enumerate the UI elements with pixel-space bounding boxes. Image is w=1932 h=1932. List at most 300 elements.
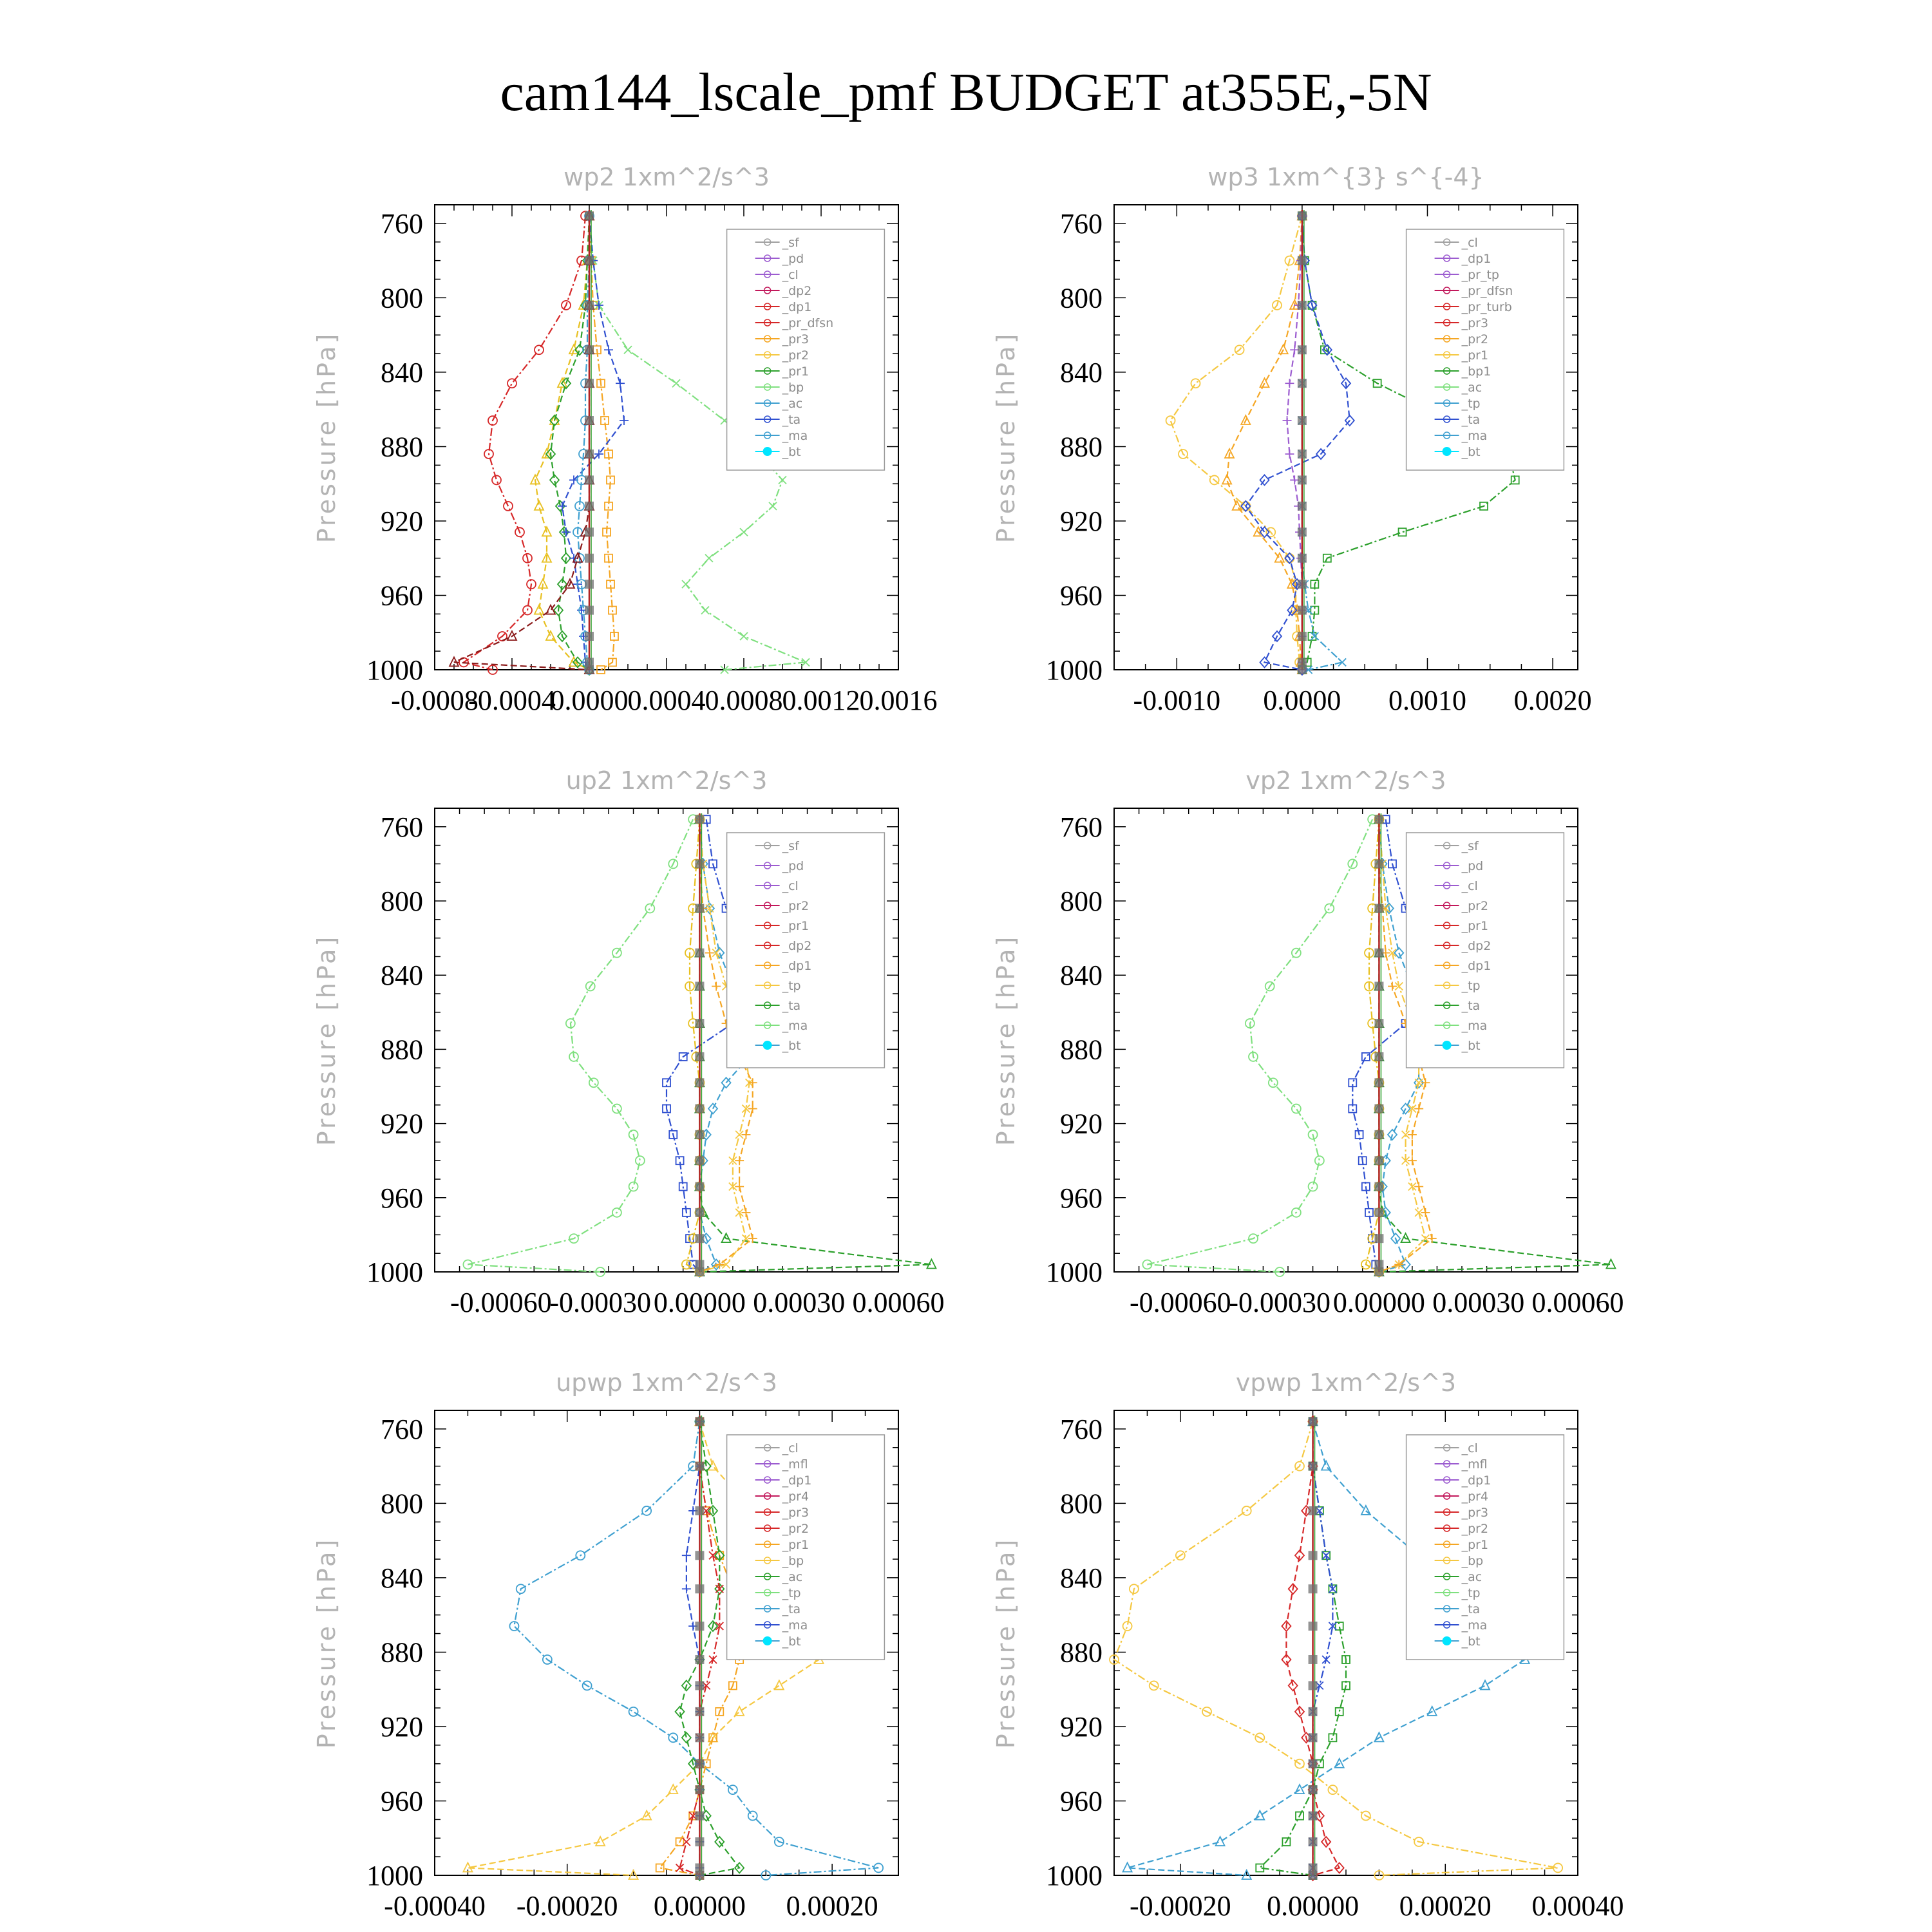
legend-label: _cl	[782, 1441, 799, 1455]
bt-marker	[695, 1871, 704, 1880]
legend-label: _cl	[782, 268, 799, 282]
chart-panel-6	[992, 1368, 1624, 1922]
bt-marker	[585, 256, 594, 265]
bt-marker	[695, 949, 704, 958]
bt-marker	[1374, 1156, 1383, 1165]
bt-marker	[1374, 1267, 1383, 1276]
bt-marker	[1298, 345, 1307, 354]
y-tick-label: 880	[1060, 431, 1103, 463]
x-tick-label: 0.0000	[550, 685, 629, 716]
bt-marker	[1298, 256, 1307, 265]
legend-label: _dp2	[782, 284, 812, 298]
data-point	[682, 1584, 691, 1593]
y-axis-label: Pressure [hPa]	[312, 331, 341, 544]
y-axis-label: Pressure [hPa]	[992, 934, 1020, 1146]
bt-marker	[1309, 1812, 1318, 1821]
data-point	[705, 554, 713, 562]
series-line	[687, 819, 700, 1272]
data-point	[1481, 1680, 1490, 1689]
legend-marker	[1443, 1041, 1452, 1050]
bt-marker	[695, 1156, 704, 1165]
x-tick-label: -0.00030	[549, 1287, 651, 1318]
bt-marker	[695, 1681, 704, 1690]
x-tick-label: 0.00000	[1332, 1287, 1425, 1318]
x-tick-label: -0.00060	[1130, 1287, 1231, 1318]
data-point	[507, 379, 516, 388]
bt-marker	[1374, 859, 1383, 868]
panel-title: up2 1xm^2/s^3	[565, 766, 768, 795]
data-point	[682, 1551, 691, 1560]
y-tick-label: 960	[1060, 1182, 1103, 1214]
legend-label: _ta	[1461, 999, 1481, 1013]
y-tick-label: 1000	[1046, 1860, 1103, 1891]
y-tick-label: 920	[381, 1710, 423, 1743]
bt-marker	[695, 1019, 704, 1028]
legend-label: _bt	[1461, 1634, 1481, 1649]
legend-label: _pd	[782, 252, 804, 266]
y-tick-label: 1000	[366, 1860, 423, 1891]
bt-marker	[695, 1267, 704, 1276]
bt-marker	[695, 859, 704, 868]
series-line	[578, 216, 589, 670]
y-tick-label: 1000	[366, 1256, 423, 1288]
bt-marker	[695, 1837, 704, 1846]
data-point	[1279, 345, 1288, 354]
legend-label: _dp1	[782, 1473, 812, 1488]
figure-title: cam144_lscale_pmf BUDGET at355E,-5N	[500, 62, 1432, 122]
x-tick-label: -0.0010	[1133, 685, 1221, 716]
y-axis-label: Pressure [hPa]	[992, 1537, 1020, 1749]
legend-marker	[1443, 447, 1452, 456]
bt-marker	[585, 416, 594, 425]
legend-label: _ac	[782, 397, 803, 411]
panel-title: vpwp 1xm^2/s^3	[1235, 1368, 1457, 1397]
x-tick-label: 0.00030	[1432, 1287, 1525, 1318]
bt-marker	[585, 554, 594, 563]
legend-label: _ac	[1461, 1570, 1482, 1584]
bt-marker	[695, 1104, 704, 1113]
legend-label: _bp	[1461, 1554, 1484, 1568]
bt-marker	[695, 1078, 704, 1087]
series-line	[464, 216, 585, 670]
data-point	[1260, 378, 1269, 387]
bt-marker	[1298, 580, 1307, 589]
data-point	[712, 981, 721, 990]
x-tick-label: -0.00020	[516, 1890, 618, 1922]
bt-marker	[1309, 1622, 1318, 1631]
legend-label: _cl	[1461, 879, 1478, 893]
series-line	[468, 819, 693, 1272]
x-tick-label: -0.0008	[391, 685, 478, 716]
x-tick-label: 0.00040	[1531, 1890, 1624, 1922]
bt-marker	[1309, 1506, 1318, 1515]
bt-marker	[585, 665, 594, 674]
legend-label: _tp	[1461, 397, 1481, 411]
series-line	[535, 216, 589, 670]
legend-label: _pr3	[782, 1506, 810, 1520]
y-tick-label: 840	[1060, 1562, 1103, 1594]
bt-marker	[695, 1130, 704, 1139]
data-point	[589, 1078, 598, 1087]
bt-marker	[1374, 1078, 1383, 1087]
data-point	[1283, 416, 1292, 425]
data-point	[492, 475, 501, 484]
bt-marker	[585, 211, 594, 220]
bt-marker	[695, 1584, 704, 1593]
data-point	[645, 904, 654, 913]
bt-marker	[1374, 1130, 1383, 1139]
panel-title: wp3 1xm^{3} s^{-4}	[1208, 163, 1484, 191]
data-point	[1191, 379, 1200, 388]
bt-marker	[1374, 1019, 1383, 1028]
bt-marker	[1374, 904, 1383, 913]
legend-label: _dp1	[782, 959, 812, 973]
y-tick-label: 880	[381, 1034, 423, 1066]
bt-marker	[1298, 554, 1307, 563]
data-point	[624, 346, 632, 354]
legend-label: _pr_dfsn	[782, 316, 834, 330]
legend-label: _dp1	[1461, 1473, 1492, 1488]
legend-label: _pr2	[1461, 332, 1489, 346]
legend-label: _sf	[1461, 839, 1479, 853]
y-tick-label: 800	[381, 886, 423, 917]
y-tick-label: 800	[1060, 282, 1103, 314]
series-line	[687, 1421, 700, 1875]
legend-label: _bp	[782, 1554, 804, 1568]
x-tick-label: 0.00000	[653, 1287, 746, 1318]
y-tick-label: 880	[1060, 1636, 1103, 1669]
bt-marker	[695, 815, 704, 824]
y-axis-label: Pressure [hPa]	[992, 331, 1020, 544]
legend-label: _ta	[1461, 413, 1481, 427]
legend-label: _pr3	[782, 332, 810, 346]
x-tick-label: 0.0008	[705, 685, 783, 716]
y-tick-label: 800	[1060, 1488, 1103, 1520]
data-point	[682, 1732, 691, 1743]
data-point	[577, 606, 586, 615]
bt-marker	[695, 1208, 704, 1217]
data-point	[676, 1707, 685, 1717]
bt-marker	[1298, 450, 1307, 459]
bt-marker	[695, 1733, 704, 1742]
bt-marker	[1374, 949, 1383, 958]
panel-title: vp2 1xm^2/s^3	[1245, 766, 1446, 795]
y-tick-label: 840	[1060, 960, 1103, 992]
bt-marker	[1309, 1462, 1318, 1471]
bt-marker	[1374, 1234, 1383, 1243]
data-point	[1269, 1078, 1278, 1087]
x-tick-label: -0.00060	[450, 1287, 552, 1318]
y-tick-label: 920	[1060, 1108, 1103, 1140]
series-line	[1313, 1421, 1333, 1875]
y-tick-label: 920	[1060, 505, 1103, 537]
data-point	[1292, 1104, 1301, 1113]
y-tick-label: 760	[381, 811, 423, 843]
y-tick-label: 960	[381, 1785, 423, 1817]
y-tick-label: 960	[1060, 1785, 1103, 1817]
bt-marker	[585, 301, 594, 310]
chart-panel-5	[312, 1368, 898, 1922]
bt-marker	[1298, 211, 1307, 220]
legend-label: _pr_dfsn	[1461, 284, 1513, 298]
data-point	[779, 476, 786, 484]
data-point	[616, 379, 625, 388]
y-tick-label: 800	[1060, 886, 1103, 917]
legend-label: _pr1	[1461, 919, 1489, 933]
legend-label: _pr2	[1461, 899, 1489, 913]
legend-label: _cl	[782, 879, 799, 893]
legend-label: _pr1	[782, 919, 810, 933]
legend-label: _ma	[782, 1019, 808, 1033]
x-tick-label: 0.00060	[1531, 1287, 1624, 1318]
x-tick-label: 0.00060	[852, 1287, 945, 1318]
data-point	[1285, 379, 1294, 388]
bt-marker	[585, 527, 594, 536]
legend-label: _ma	[1461, 1618, 1488, 1633]
legend-label: _pr3	[1461, 316, 1489, 330]
legend-label: _bp1	[1461, 365, 1492, 379]
y-tick-label: 760	[1060, 1413, 1103, 1445]
bt-marker	[1309, 1707, 1318, 1716]
x-tick-label: -0.00020	[1130, 1890, 1231, 1922]
legend-label: _bt	[782, 1634, 801, 1649]
y-tick-label: 800	[381, 282, 423, 314]
chart-panel-1	[312, 163, 938, 716]
data-point	[740, 528, 748, 536]
data-point	[1362, 1053, 1370, 1061]
legend-label: _ac	[1461, 381, 1482, 395]
bt-marker	[585, 345, 594, 354]
bt-marker	[1309, 1759, 1318, 1768]
bt-marker	[585, 606, 594, 615]
bt-marker	[695, 981, 704, 990]
bt-marker	[585, 450, 594, 459]
bt-marker	[1298, 502, 1307, 511]
y-tick-label: 840	[1060, 356, 1103, 388]
legend-label: _ac	[782, 1570, 803, 1584]
legend-label: _dp2	[1461, 939, 1492, 953]
legend-label: _ma	[782, 429, 808, 443]
x-tick-label: 0.00030	[753, 1287, 846, 1318]
x-tick-label: 0.0010	[1388, 685, 1466, 716]
bt-marker	[1374, 1052, 1383, 1061]
data-point	[740, 632, 748, 640]
legend-label: _pr4	[782, 1490, 810, 1504]
y-tick-label: 840	[381, 356, 423, 388]
bt-marker	[695, 1052, 704, 1061]
bt-marker	[1309, 1655, 1318, 1664]
panel-title: wp2 1xm^2/s^3	[564, 163, 770, 191]
bt-marker	[695, 1234, 704, 1243]
bt-marker	[1298, 665, 1307, 674]
bt-marker	[1298, 606, 1307, 615]
bt-marker	[1298, 475, 1307, 484]
bt-marker	[695, 904, 704, 913]
legend-label: _bt	[1461, 1039, 1481, 1053]
bt-marker	[695, 1759, 704, 1768]
data-point	[1399, 528, 1406, 536]
legend-label: _bt	[782, 445, 801, 459]
x-tick-label: 0.0012	[782, 685, 860, 716]
data-point	[612, 1104, 621, 1113]
bt-marker	[1309, 1551, 1318, 1560]
legend-label: _dp1	[1461, 959, 1492, 973]
legend-label: _bt	[1461, 445, 1481, 459]
bt-marker	[1309, 1871, 1318, 1880]
legend-marker	[1443, 1636, 1452, 1645]
y-axis-label: Pressure [hPa]	[312, 934, 341, 1146]
bt-marker	[1298, 632, 1307, 641]
bt-marker	[1298, 527, 1307, 536]
x-tick-label: 0.00000	[1267, 1890, 1359, 1922]
x-tick-label: -0.0004	[468, 685, 556, 716]
bt-marker	[695, 1812, 704, 1821]
legend-label: _ta	[1461, 1602, 1481, 1616]
legend-label: _ma	[1461, 1019, 1488, 1033]
legend-label: _dp2	[782, 939, 812, 953]
data-point	[604, 345, 613, 354]
data-point	[1285, 450, 1294, 459]
bt-marker	[1374, 1104, 1383, 1113]
bt-marker	[1309, 1417, 1318, 1426]
legend-label: _bp	[782, 381, 804, 395]
x-tick-label: -0.00040	[384, 1890, 486, 1922]
y-tick-label: 840	[381, 1562, 423, 1594]
y-tick-label: 920	[381, 1108, 423, 1140]
bt-marker	[695, 1506, 704, 1515]
y-tick-label: 880	[381, 1636, 423, 1669]
legend-label: _pr2	[1461, 1522, 1489, 1536]
legend-label: _ta	[782, 413, 801, 427]
legend-label: _sf	[782, 839, 799, 853]
data-point	[1309, 1182, 1318, 1191]
legend-label: _pd	[782, 859, 804, 873]
legend-label: _ma	[782, 1618, 808, 1633]
chart-panel-3	[312, 766, 945, 1318]
bt-marker	[695, 1655, 704, 1664]
data-point	[701, 607, 709, 614]
bt-marker	[1298, 416, 1307, 425]
x-tick-label: -0.00030	[1229, 1287, 1331, 1318]
legend-label: _ma	[1461, 429, 1488, 443]
series-line	[1245, 216, 1350, 670]
bt-marker	[1298, 379, 1307, 388]
data-point	[629, 1182, 638, 1191]
legend-label: _tp	[782, 1586, 801, 1600]
bt-marker	[695, 1551, 704, 1560]
x-tick-label: 0.00020	[1399, 1890, 1492, 1922]
legend-label: _pr2	[782, 1522, 810, 1536]
chart-panel-4	[992, 766, 1624, 1318]
y-tick-label: 880	[1060, 1034, 1103, 1066]
bt-marker	[1309, 1785, 1318, 1794]
legend-label: _pr1	[1461, 1538, 1489, 1552]
legend-label: _dp1	[782, 300, 812, 314]
data-point	[769, 502, 777, 510]
bt-marker	[1309, 1837, 1318, 1846]
legend-label: _pr3	[1461, 1506, 1489, 1520]
y-axis-label: Pressure [hPa]	[312, 1537, 341, 1749]
x-tick-label: 0.0016	[859, 685, 938, 716]
legend-label: _mfl	[782, 1457, 808, 1472]
y-tick-label: 1000	[1046, 654, 1103, 686]
legend-label: _pr2	[782, 348, 810, 363]
bt-marker	[585, 502, 594, 511]
x-tick-label: 0.0020	[1513, 685, 1592, 716]
x-tick-label: 0.00000	[653, 1890, 746, 1922]
y-tick-label: 960	[1060, 580, 1103, 612]
y-tick-label: 760	[381, 1413, 423, 1445]
x-tick-label: 0.0000	[1263, 685, 1341, 716]
legend-label: _tp	[1461, 1586, 1481, 1600]
bt-marker	[1374, 981, 1383, 990]
series-line	[1171, 216, 1302, 670]
bt-marker	[695, 1417, 704, 1426]
y-tick-label: 960	[381, 1182, 423, 1214]
data-point	[682, 580, 690, 588]
series-line	[1147, 819, 1372, 1272]
bt-marker	[1374, 1208, 1383, 1217]
bt-marker	[1309, 1681, 1318, 1690]
legend-label: _ta	[782, 999, 801, 1013]
y-tick-label: 760	[381, 207, 423, 240]
bt-marker	[695, 1622, 704, 1631]
y-tick-label: 960	[381, 580, 423, 612]
panel-title: upwp 1xm^2/s^3	[556, 1368, 777, 1397]
legend-label: _cl	[1461, 1441, 1478, 1455]
legend-label: _ta	[782, 1602, 801, 1616]
bt-marker	[695, 1462, 704, 1471]
y-tick-label: 1000	[366, 654, 423, 686]
bt-marker	[695, 1785, 704, 1794]
y-tick-label: 920	[381, 505, 423, 537]
bt-marker	[585, 632, 594, 641]
x-tick-label: 0.0004	[627, 685, 706, 716]
data-point	[1166, 416, 1175, 425]
bt-marker	[695, 1182, 704, 1191]
bt-marker	[1309, 1733, 1318, 1742]
bt-marker	[585, 379, 594, 388]
bt-marker	[585, 580, 594, 589]
legend-label: _pr1	[782, 365, 810, 379]
legend-marker	[763, 447, 772, 456]
legend-label: _cl	[1461, 236, 1478, 250]
legend-label: _pr4	[1461, 1490, 1489, 1504]
y-tick-label: 920	[1060, 1710, 1103, 1743]
y-tick-label: 760	[1060, 811, 1103, 843]
data-point	[1325, 904, 1334, 913]
data-point	[596, 1837, 605, 1846]
y-tick-label: 840	[381, 960, 423, 992]
data-point	[1315, 1156, 1324, 1165]
y-tick-label: 760	[1060, 207, 1103, 240]
bt-marker	[585, 475, 594, 484]
series-line	[562, 216, 624, 670]
y-tick-label: 800	[381, 1488, 423, 1520]
legend-label: _tp	[782, 979, 801, 993]
legend-label: _pr1	[1461, 348, 1489, 363]
bt-marker	[695, 1707, 704, 1716]
data-point	[629, 1707, 638, 1716]
data-point	[636, 1156, 645, 1165]
y-tick-label: 1000	[1046, 1256, 1103, 1288]
chart-panel-2	[992, 163, 1592, 716]
x-tick-label: 0.00020	[786, 1890, 878, 1922]
legend-label: _pr_turb	[1461, 300, 1512, 314]
legend-marker	[763, 1636, 772, 1645]
legend-label: _sf	[782, 236, 799, 250]
legend-label: _mfl	[1461, 1457, 1488, 1472]
